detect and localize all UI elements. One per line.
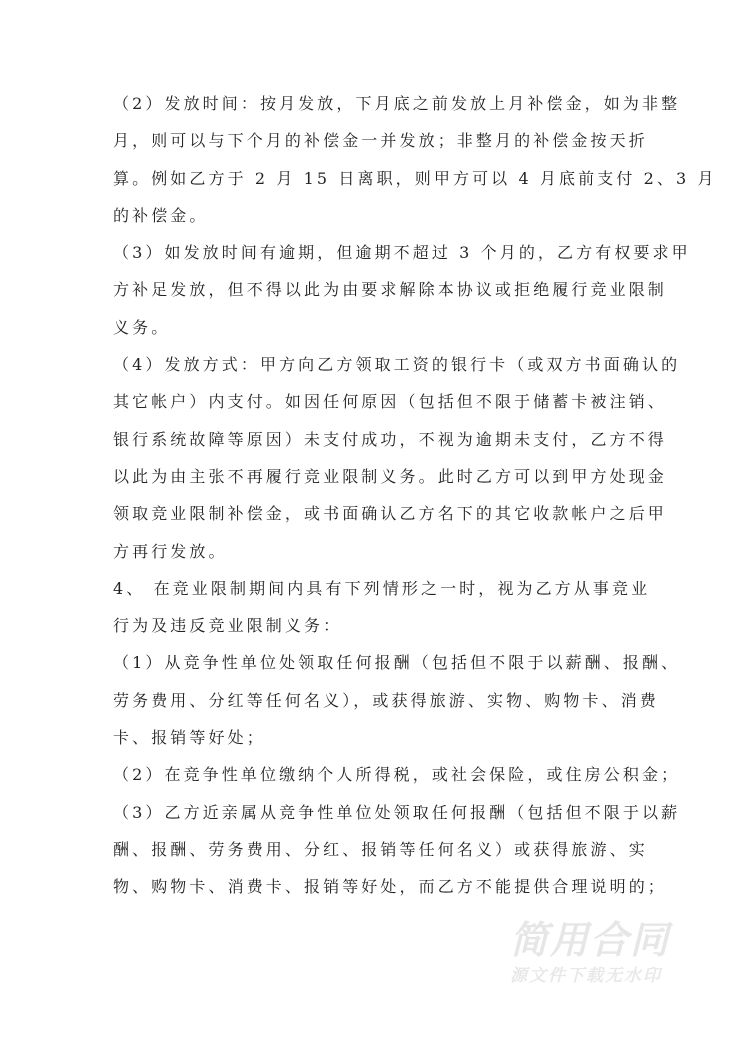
document-body [113,85,717,906]
text-line: （2）在竞争性单位缴纳个人所得税，或社会保险，或住房公积金； [113,765,681,785]
text-line: （2）发放时间：按月发放，下月底之前发放上月补偿金，如为非整 [113,94,681,113]
text-line: 以此为由主张不再履行竞业限制义务。此时乙方可以到甲方处现金 [113,466,667,486]
text-line: 的补偿金。 [113,205,209,225]
text-line: 领取竞业限制补偿金，或书面确认乙方名下的其它收款帐户之后甲 [113,504,667,524]
text-line: 行为及违反竞业限制义务： [113,616,343,636]
text-line: 物、购物卡、消费卡、报销等好处，而乙方不能提供合理说明的； [113,877,667,897]
text-line: （4）发放方式：甲方向乙方领取工资的银行卡（或双方书面确认的 [113,355,681,375]
text-line: 方补足发放，但不得以此为由要求解除本协议或拒绝履行竞业限制 [113,280,667,300]
text-line: 算。例如乙方于 2 月 15 日离职，则甲方可以 4 月底前支付 2、3 月 [113,168,717,188]
text-line: （3）乙方近亲属从竞争性单位处领取任何报酬（包括但不限于以薪 [113,802,681,822]
text-line: 方再行发放。 [113,541,228,561]
text-line: 4、 在竞业限制期间内具有下列情形之一时，视为乙方从事竞业 [113,578,651,598]
text-line: 其它帐户）内支付。如因任何原因（包括但不限于储蓄卡被注销、 [113,392,667,412]
text-line: 银行系统故障等原因）未支付成功，不视为逾期未支付，乙方不得 [113,429,667,449]
text-line: 劳务费用、分红等任何名义），或获得旅游、实物、购物卡、消费 [113,690,659,710]
watermark-subtitle: 源文件下载无水印 [510,966,662,986]
text-line: 卡、报销等好处； [113,728,266,748]
text-line: 义务。 [113,317,171,337]
watermark [510,918,700,988]
text-line: （1）从竞争性单位处领取任何报酬（包括但不限于以薪酬、报酬、 [113,653,681,673]
text-line: 月，则可以与下个月的补偿金一并发放；非整月的补偿金按天折 [113,131,648,151]
text-line: 酬、报酬、劳务费用、分红、报销等任何名义）或获得旅游、实 [113,839,648,859]
text-line: （3）如发放时间有逾期，但逾期不超过 3 个月的，乙方有权要求甲 [113,243,691,263]
watermark-title: 简用合同 [510,918,671,962]
